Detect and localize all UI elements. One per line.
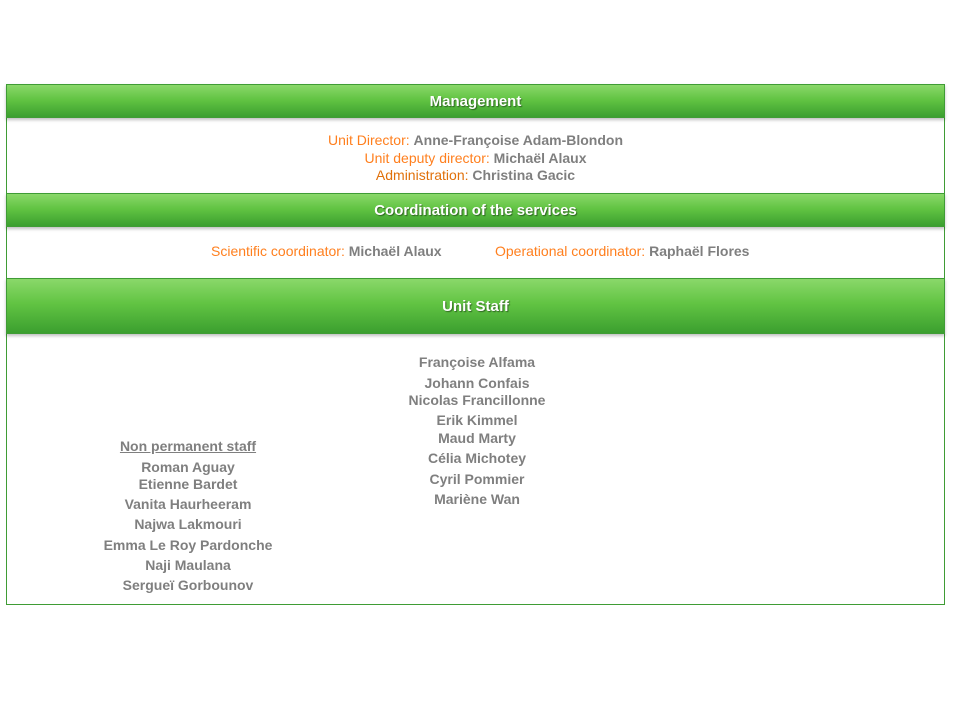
- unit-director-label: Unit Director:: [327, 132, 414, 148]
- deputy-director-name: Michaël Alaux: [493, 150, 587, 166]
- staff-member: Etienne Bardet: [138, 476, 238, 492]
- unit-staff-title: Unit Staff: [442, 297, 509, 315]
- coordination-title: Coordination of the services: [374, 201, 577, 219]
- management-title: Management: [429, 92, 522, 110]
- staff-member: Johann Confais: [424, 375, 530, 391]
- staff-member: Najwa Lakmouri: [134, 516, 242, 532]
- administration-label: Administration:: [375, 167, 473, 183]
- non-permanent-heading: Non permanent staff: [119, 438, 257, 454]
- scientific-coordinator-name: Michaël Alaux: [348, 243, 442, 259]
- staff-member: Emma Le Roy Pardonche: [103, 537, 273, 553]
- unit-staff-panel: [6, 333, 945, 605]
- staff-member: Mariène Wan: [434, 491, 520, 507]
- scientific-coordinator-line: [211, 243, 442, 259]
- management-panel: [6, 117, 945, 194]
- staff-member: Célia Michotey: [427, 450, 527, 466]
- operational-coordinator-label: Operational coordinator:: [495, 243, 650, 259]
- staff-member: Roman Aguay: [141, 459, 235, 475]
- deputy-director-line: [7, 150, 944, 166]
- management-header: [6, 84, 945, 118]
- unit-director-line: [7, 132, 944, 148]
- deputy-director-label: Unit deputy director:: [364, 150, 494, 166]
- staff-member: Sergueï Gorbounov: [122, 577, 254, 593]
- operational-coordinator-name: Raphaël Flores: [649, 243, 750, 259]
- staff-member: Françoise Alfama: [418, 354, 536, 370]
- staff-member: Nicolas Francillonne: [408, 392, 546, 408]
- staff-member: Erik Kimmel: [436, 412, 518, 428]
- staff-member: Naji Maulana: [145, 557, 231, 573]
- staff-member: Vanita Haurheeram: [124, 496, 252, 512]
- staff-member: Cyril Pommier: [429, 471, 525, 487]
- administration-name: Christina Gacic: [472, 167, 576, 183]
- unit-staff-header: [6, 278, 945, 334]
- staff-member: Maud Marty: [438, 430, 516, 446]
- coordination-panel: [6, 226, 945, 279]
- operational-coordinator-line: [495, 243, 749, 259]
- coordination-header: [6, 193, 945, 227]
- unit-director-name: Anne-Françoise Adam-Blondon: [413, 132, 624, 148]
- administration-line: [7, 167, 944, 183]
- scientific-coordinator-label: Scientific coordinator:: [211, 243, 349, 259]
